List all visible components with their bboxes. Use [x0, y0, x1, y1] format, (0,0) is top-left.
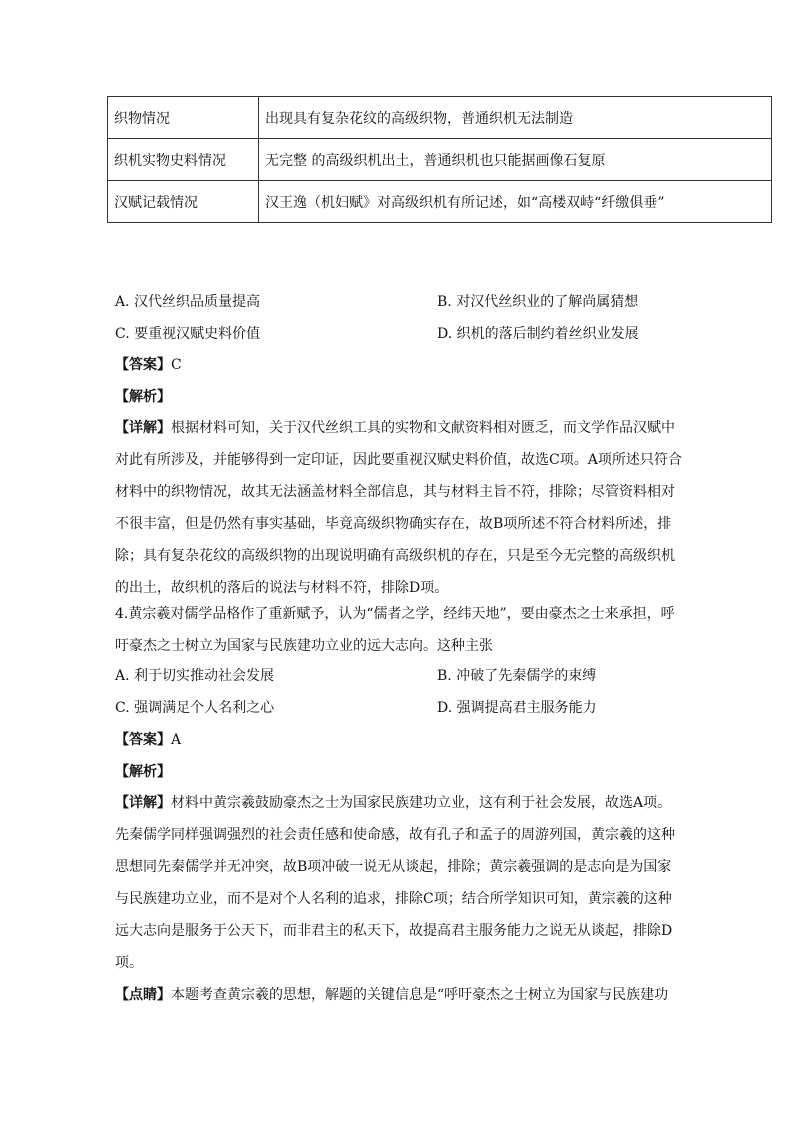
q4-detail-tag: 【详解】 — [115, 795, 171, 811]
q3-detail-line: 对此有所涉及，并能够得到一定印证，因此要重视汉赋史料价值，故选C项。A项所述只符合 — [115, 452, 682, 468]
q3-detail-line: 不很丰富，但是仍然有事实基础，毕竟高级织物确实存在，故B项所述不符合材料所述，排 — [115, 516, 672, 532]
q3-detail-line: 材料中的织物情况，故其无法涵盖材料全部信息，其与材料主旨不符，排除；尽管资料相对 — [115, 484, 675, 500]
q4-stem-line: 吁豪杰之士树立为国家与民族建功立业的远大志向。这种主张 — [115, 638, 493, 654]
q4-option-b: B. 冲破了先秦儒学的束缚 — [437, 668, 597, 684]
table-cell-label: 织机实物史料情况 — [108, 139, 259, 181]
q4-comment-line — [115, 979, 685, 1011]
q4-detail-line: 与民族建功立业，而不是对个人名利的追求，排除C项；结合所学知识可知，黄宗羲的这种 — [115, 891, 672, 907]
q4-detail-line: 先秦儒学同样强调强烈的社会责任感和使命感，故有孔子和孟子的周游列国，黄宗羲的这种 — [115, 827, 675, 843]
q3-analysis-label: 【解析】 — [115, 389, 171, 405]
q4-option-a: A. 利于切实推动社会发展 — [115, 668, 275, 684]
q4-comment-text: 本题考查黄宗羲的思想，解题的关键信息是“呼吁豪杰之士树立为国家与民族建功 — [171, 987, 669, 1003]
q3-option-b: B. 对汉代丝织业的了解尚属猜想 — [437, 294, 639, 310]
q3-answer — [115, 349, 182, 381]
q3-options-row-2 — [115, 318, 695, 350]
q3-detail-line — [115, 412, 685, 444]
q4-options-row-1 — [115, 660, 695, 692]
table-row — [108, 139, 772, 181]
table-row — [108, 97, 772, 139]
q3-option-c: C. 要重视汉赋史料价值 — [115, 326, 261, 342]
q4-detail — [115, 787, 685, 1011]
q4-analysis-label: 【解析】 — [115, 764, 171, 780]
table-row — [108, 181, 772, 223]
q4-answer-value: A — [171, 732, 182, 748]
q3-detail-line: 的出土，故织机的落后的说法与材料不符，排除D项。 — [115, 580, 449, 596]
q4-option-c: C. 强调满足个人名利之心 — [115, 700, 275, 716]
q4-detail-line: 项。 — [115, 955, 143, 971]
q3-option-d: D. 织机的落后制约着丝织业发展 — [437, 326, 639, 342]
q4-stem — [115, 598, 685, 662]
q4-options-row-2 — [115, 692, 695, 724]
q3-analysis-tag — [115, 381, 171, 413]
q4-detail-line: 思想同先秦儒学并无冲突，故B项冲破一说无从谈起，排除；黄宗羲强调的是志向是为国家 — [115, 859, 672, 875]
q3-detail-tag: 【详解】 — [115, 420, 171, 436]
table-cell-content: 汉王逸（机妇赋》对高级织机有所记述，如“高楼双峙“纤缴俱垂” — [259, 181, 772, 223]
q3-detail-text: 根据材料可知，关于汉代丝织工具的实物和文献资料相对匮乏，而文学作品汉赋中 — [171, 420, 675, 436]
source-table — [107, 96, 772, 223]
q3-detail — [115, 412, 685, 604]
q4-comment-tag: 【点睛】 — [115, 987, 171, 1003]
q4-answer — [115, 724, 181, 756]
q4-stem-line: 4.黄宗羲对儒学品格作了重新赋予，认为“儒者之学，经纬天地”，要由豪杰之士来承担，呼 — [115, 606, 675, 622]
table-cell-label: 汉赋记载情况 — [108, 181, 259, 223]
q4-analysis-tag — [115, 756, 171, 788]
table-cell-label: 织物情况 — [108, 97, 259, 139]
q4-detail-text: 材料中黄宗羲鼓励豪杰之士为国家民族建功立业，这有利于社会发展，故选A项。 — [171, 795, 672, 811]
q3-answer-tag: 【答案】 — [115, 357, 171, 373]
table-cell-content: 出现具有复杂花纹的高级织物，普通织机无法制造 — [259, 97, 772, 139]
q4-answer-tag: 【答案】 — [115, 732, 171, 748]
q4-detail-line — [115, 787, 685, 819]
q4-detail-line: 远大志向是服务于公天下，而非君主的私天下，故提高君主服务能力之说无从谈起，排除D — [115, 923, 673, 939]
q3-detail-line: 除；具有复杂花纹的高级织物的出现说明确有高级织机的存在，只是至今无完整的高级织机 — [115, 548, 675, 564]
q3-option-a: A. 汉代丝织品质量提高 — [115, 294, 261, 310]
q4-option-d: D. 强调提高君主服务能力 — [437, 700, 597, 716]
table-cell-content: 无完整 的高级织机出土，普通织机也只能据画像石复原 — [259, 139, 772, 181]
q3-answer-value: C — [171, 357, 182, 373]
q3-options-row-1 — [115, 286, 695, 318]
